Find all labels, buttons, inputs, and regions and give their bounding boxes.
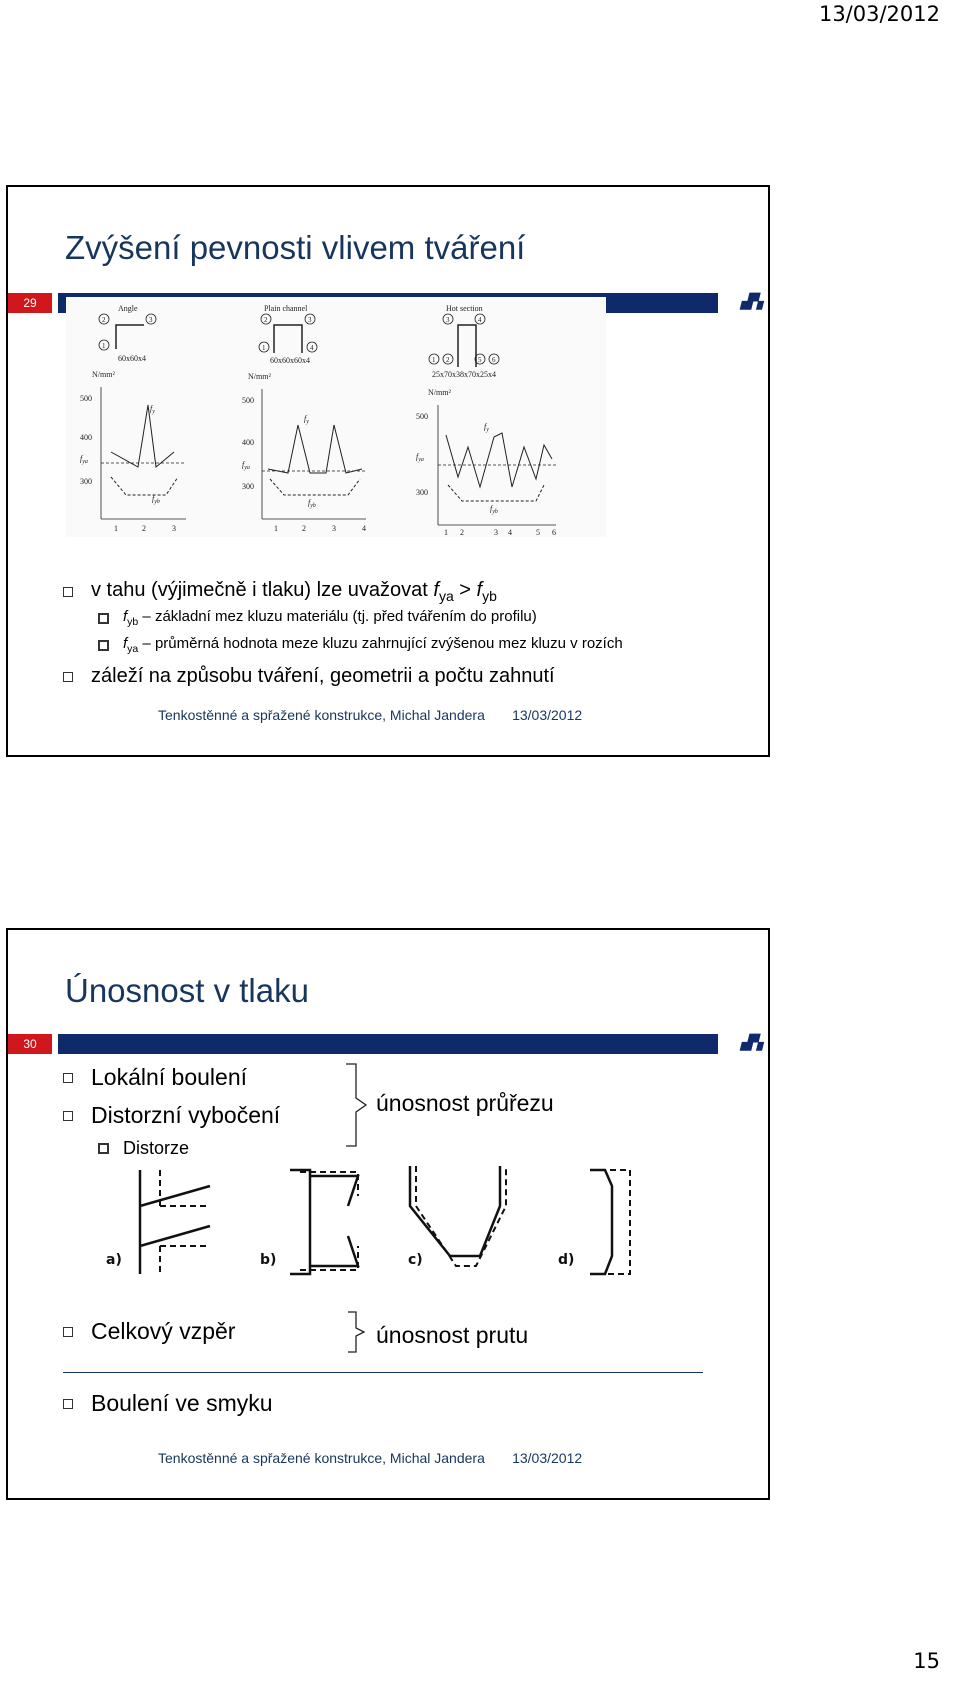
bullet-forming: záleží na způsobu tváření, geometrii a počtu zahnutí bbox=[63, 665, 555, 688]
panel-angle-dims: 60x60x4 bbox=[118, 354, 146, 363]
logo-icon: ▟▚ bbox=[741, 293, 763, 309]
panel-hot-dims: 25x70x38x70x25x4 bbox=[432, 370, 496, 379]
panel-channel-dims: 60x60x60x4 bbox=[270, 356, 310, 365]
bullet-icon bbox=[63, 1073, 73, 1083]
divider bbox=[63, 1372, 703, 1373]
bullet-icon bbox=[63, 672, 73, 682]
svg-text:fy: $f_y$ bbox=[484, 422, 489, 433]
bullet-shear-buckling: Boulení ve smyku bbox=[63, 1390, 273, 1417]
svg-text:500: 500 bbox=[416, 412, 428, 421]
slide-number: 29 bbox=[8, 293, 52, 313]
figure-label-d: d) bbox=[558, 1252, 575, 1268]
slide-title: Únosnost v tlaku bbox=[65, 972, 309, 1009]
svg-text:1: 1 bbox=[262, 344, 266, 352]
bullet-icon bbox=[98, 640, 109, 651]
svg-text:5: 5 bbox=[536, 528, 540, 537]
svg-text:300: 300 bbox=[242, 482, 254, 491]
bullet-icon bbox=[63, 587, 73, 597]
bullet-icon bbox=[98, 1143, 109, 1154]
brace-icon bbox=[338, 1062, 378, 1148]
svg-text:fya: $f_{ya}$ bbox=[80, 454, 88, 465]
label-section-capacity: únosnost průřezu bbox=[376, 1090, 554, 1116]
svg-text:6: 6 bbox=[552, 528, 556, 537]
subbullet-fya: $f_{ya}$ – průměrná hodnota meze kluzu zahrnující zvýšenou mez kluzu v rozích bbox=[98, 635, 623, 655]
svg-text:fyb: $f_{yb}$ bbox=[152, 494, 160, 505]
svg-text:4: 4 bbox=[508, 528, 512, 537]
tick-300: 300 bbox=[80, 477, 92, 486]
svg-text:3: 3 bbox=[446, 316, 450, 324]
svg-text:fyb: $f_{yb}$ bbox=[308, 498, 316, 509]
figure-label-a: a) bbox=[106, 1252, 122, 1268]
page-number: 15 bbox=[913, 1649, 940, 1673]
svg-text:4: 4 bbox=[310, 344, 314, 352]
figure-label-c: c) bbox=[408, 1252, 423, 1268]
svg-text:3: 3 bbox=[494, 528, 498, 537]
svg-text:5: 5 bbox=[478, 356, 482, 364]
subbullet-fyb: $f_{yb}$ – základní mez kluzu materiálu (tj. před tvářením do profilu) bbox=[98, 608, 537, 628]
svg-text:fy: $f_y$ bbox=[304, 414, 309, 425]
svg-text:N/mm²: N/mm² bbox=[248, 372, 271, 381]
svg-text:1: 1 bbox=[444, 528, 448, 537]
panel-angle-title: Angle bbox=[118, 304, 138, 313]
svg-text:3: 3 bbox=[332, 524, 336, 533]
svg-text:2: 2 bbox=[264, 316, 268, 324]
corner-label: 3 bbox=[149, 316, 153, 324]
figure-label-b: b) bbox=[260, 1252, 277, 1268]
yield-strength-figure bbox=[66, 297, 606, 537]
slide-29 bbox=[6, 185, 770, 757]
svg-text:1: 1 bbox=[114, 524, 118, 533]
svg-text:fy: $f_y$ bbox=[150, 404, 155, 415]
title-bar bbox=[58, 1034, 718, 1054]
slide-number: 30 bbox=[8, 1034, 52, 1054]
bullet-global-buckling: Celkový vzpěr bbox=[63, 1318, 235, 1345]
svg-text:3: 3 bbox=[308, 316, 312, 324]
svg-text:N/mm²: N/mm² bbox=[428, 388, 451, 397]
svg-text:2: 2 bbox=[446, 356, 450, 364]
bullet-icon bbox=[63, 1111, 73, 1121]
bullet-local-buckling: Lokální boulení bbox=[63, 1064, 247, 1091]
bullet-distortional: Distorzní vybočení bbox=[63, 1102, 280, 1129]
svg-text:3: 3 bbox=[172, 524, 176, 533]
panel-hot-title: Hot section bbox=[446, 304, 483, 313]
svg-text:1: 1 bbox=[432, 356, 436, 364]
svg-text:2: 2 bbox=[302, 524, 306, 533]
slide-title: Zvýšení pevnosti vlivem tváření bbox=[65, 229, 526, 266]
slide-footer: Tenkostěnné a spřažené konstrukce, Michal Jandera 13/03/2012 bbox=[158, 1450, 583, 1466]
svg-text:2: 2 bbox=[460, 528, 464, 537]
svg-text:fya: $f_{ya}$ bbox=[242, 460, 250, 471]
svg-text:6: 6 bbox=[492, 356, 496, 364]
svg-text:4: 4 bbox=[362, 524, 366, 533]
logo-icon: ▟▚ bbox=[741, 1034, 763, 1050]
subbullet-distortion: Distorze bbox=[98, 1138, 189, 1159]
svg-text:2: 2 bbox=[142, 524, 146, 533]
label-member-capacity: únosnost prutu bbox=[376, 1322, 529, 1348]
slide-footer: Tenkostěnné a spřažené konstrukce, Michal Jandera 13/03/2012 bbox=[158, 707, 583, 723]
bullet-icon bbox=[63, 1399, 73, 1409]
svg-text:500: 500 bbox=[242, 396, 254, 405]
panel-channel-title: Plain channel bbox=[264, 304, 308, 313]
unit-label: N/mm² bbox=[92, 370, 115, 379]
slide-30 bbox=[6, 928, 770, 1500]
header-date: 13/03/2012 bbox=[818, 2, 940, 26]
f-ya-label: f bbox=[80, 454, 83, 463]
tick-400: 400 bbox=[80, 433, 92, 442]
tick-500: 500 bbox=[80, 394, 92, 403]
svg-text:fya: $f_{ya}$ bbox=[416, 452, 424, 463]
svg-text:1: 1 bbox=[274, 524, 278, 533]
distortion-figure bbox=[100, 1166, 710, 1286]
svg-text:300: 300 bbox=[416, 488, 428, 497]
svg-text:fyb: $f_{yb}$ bbox=[490, 504, 498, 515]
corner-label: 1 bbox=[102, 342, 106, 350]
svg-text:400: 400 bbox=[242, 438, 254, 447]
bullet-icon bbox=[63, 1327, 73, 1337]
corner-label: 2 bbox=[102, 316, 106, 324]
svg-text:4: 4 bbox=[478, 316, 482, 324]
bullet-icon bbox=[98, 613, 109, 624]
bullet-tension: v tahu (výjimečně i tlaku) lze uvažovat $f_{ya} > f_{yb}$ bbox=[63, 579, 497, 604]
brace-icon bbox=[342, 1310, 372, 1354]
